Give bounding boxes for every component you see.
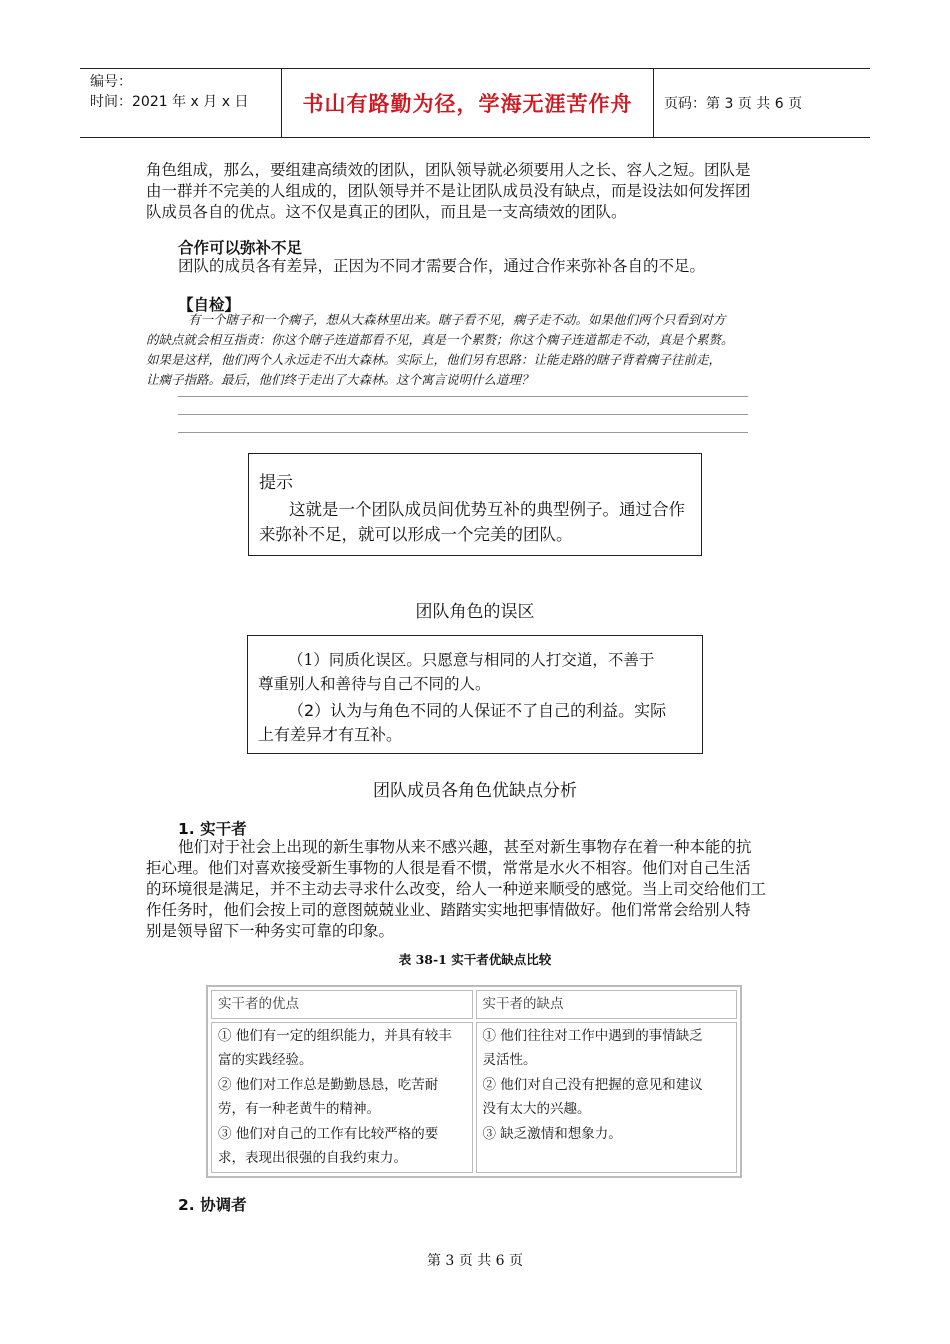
adv-line: 富的实践经验。 xyxy=(218,1052,313,1068)
analysis-line-3: 的环境很是满足，并不主动去寻求什么改变，给人一种逆来顺受的感觉。当上司交给他们工 xyxy=(146,880,767,898)
pitfalls-line-1: （1）同质化误区。只愿意与相同的人打交道，不善于 xyxy=(288,651,655,669)
time-label: 时间：2021 年 x 月 x 日 xyxy=(90,94,249,110)
pitfalls-line-2: 尊重别人和善待与自己不同的人。 xyxy=(258,675,491,693)
header-meta xyxy=(80,69,282,137)
self-check-line-1: 有一个瞎子和一个瘸子，想从大森林里出来。瞎子看不见，瘸子走不动。如果他们两个只看到对方 xyxy=(188,312,726,327)
self-check-line-2: 的缺点就会相互指责：你这个瞎子连道都看不见，真是一个累赘；你这个瘸子连道都走不动，真是个累赘。 xyxy=(146,332,734,347)
pitfalls-title: 团队角色的误区 xyxy=(415,602,535,622)
adv-line: 劳，有一种老黄牛的精神。 xyxy=(218,1101,380,1117)
header-motto: 书山有路勤为径，学海无涯苦作舟 xyxy=(282,69,654,137)
hint-title: 提示 xyxy=(259,473,293,493)
advantages-cell xyxy=(211,1022,473,1173)
analysis-line-4: 作任务时，他们会按上司的意图兢兢业业、踏踏实实地把事情做好。他们常常会给别人特 xyxy=(146,901,751,919)
intro-line-1: 角色组成，那么，要组建高绩效的团队，团队领导就必须要用人之长、容人之短。团队是 xyxy=(146,161,751,179)
dis-line: ① 他们往往对工作中遇到的事情缺乏 xyxy=(482,1027,703,1044)
header-disadvantages: 实干者的缺点 xyxy=(476,990,738,1019)
pitfalls-line-4: 上有差异才有互补。 xyxy=(258,725,403,744)
dis-line: 灵活性。 xyxy=(482,1052,537,1068)
answer-line-2 xyxy=(178,414,748,415)
adv-line: 求，表现出很强的自我约束力。 xyxy=(218,1150,407,1166)
answer-line-1 xyxy=(178,396,748,397)
analysis-line-5: 别是领导留下一种务实可靠的印象。 xyxy=(146,922,395,940)
analysis-line-2: 拒心理。他们对喜欢接受新生事物的人很是看不惯，常常是水火不相容。他们对自己生活 xyxy=(146,859,751,877)
table-header-row xyxy=(211,990,737,1019)
page-footer: 第 3 页 共 6 页 xyxy=(426,1253,524,1269)
page-header xyxy=(80,68,870,138)
adv-line: ③ 他们对自己的工作有比较严格的要 xyxy=(218,1125,439,1142)
cooperation-text: 团队的成员各有差异，正因为不同才需要合作，通过合作来弥补各自的不足。 xyxy=(178,257,706,275)
table-caption: 表 38-1 实干者优缺点比较 xyxy=(398,952,552,967)
dis-line: ③ 缺乏激情和想象力。 xyxy=(482,1125,622,1142)
intro-line-2: 由一群并不完美的人组成的，团队领导并不是让团队成员没有缺点，而是设法如何发挥团 xyxy=(146,182,751,200)
dis-line: ② 他们对自己没有把握的意见和建议 xyxy=(482,1076,703,1093)
subsection-1-heading: 1. 实干者 xyxy=(178,820,247,838)
header-page-label: 页码：第 3 页 共 6 页 xyxy=(664,96,803,112)
disadvantages-cell xyxy=(476,1022,738,1173)
number-label: 编号： xyxy=(90,74,132,90)
analysis-title: 团队成员各角色优缺点分析 xyxy=(373,781,577,801)
intro-line-3: 队成员各自的优点。这不仅是真正的团队，而且是一支高绩效的团队。 xyxy=(146,203,627,221)
cooperation-heading: 合作可以弥补不足 xyxy=(178,239,303,257)
table-row xyxy=(211,1022,737,1173)
hint-box xyxy=(248,453,702,556)
comparison-table xyxy=(206,985,742,1178)
self-check-line-4: 让瘸子指路。最后，他们终于走出了大森林。这个寓言说明什么道理？ xyxy=(146,372,534,387)
self-check-heading: 【自检】 xyxy=(178,296,241,314)
pitfalls-line-3: （2）认为与角色不同的人保证不了自己的利益。实际 xyxy=(288,701,667,720)
pitfalls-box xyxy=(247,635,703,754)
analysis-line-1: 他们对于社会上出现的新生事物从来不感兴趣，甚至对新生事物存在着一种本能的抗 xyxy=(178,838,752,856)
header-advantages: 实干者的优点 xyxy=(211,990,473,1019)
dis-line: 没有太大的兴趣。 xyxy=(482,1101,591,1117)
hint-line-2: 来弥补不足，就可以形成一个完美的团队。 xyxy=(259,525,573,544)
adv-line: ① 他们有一定的组织能力，并具有较丰 xyxy=(218,1027,452,1044)
subsection-2-heading: 2. 协调者 xyxy=(178,1196,247,1214)
adv-line: ② 他们对工作总是勤勤恳恳，吃苦耐 xyxy=(218,1076,439,1093)
self-check-line-3: 如果是这样，他们两个人永远走不出大森林。实际上，他们另有思路：让能走路的瞎子背着瘸子往前走， xyxy=(146,352,722,367)
answer-line-3 xyxy=(178,432,748,433)
hint-line-1: 这就是一个团队成员间优势互补的典型例子。通过合作 xyxy=(289,500,685,519)
